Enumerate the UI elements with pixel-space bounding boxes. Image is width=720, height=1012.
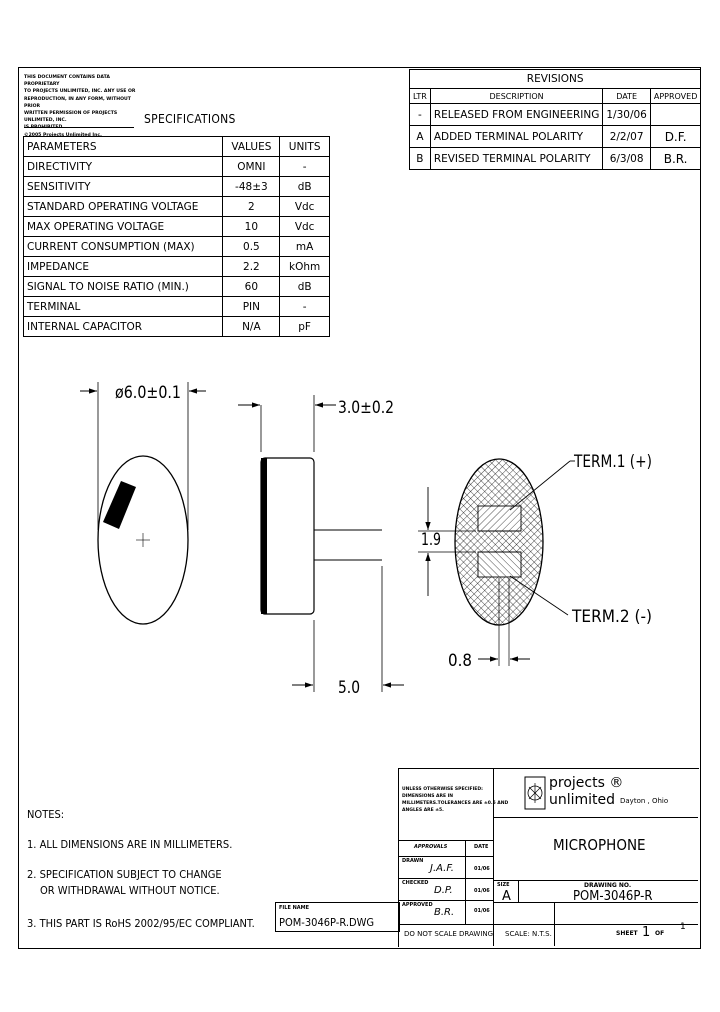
spec-value: 10 — [223, 217, 280, 237]
tolerance-note — [402, 786, 508, 814]
spec-value: 60 — [223, 277, 280, 297]
term1-label: TERM.1 (+) — [573, 452, 652, 472]
spec-parameter: SIGNAL TO NOISE RATIO (MIN.) — [24, 277, 223, 297]
notice-line: IS PROHIBITED. — [24, 125, 65, 131]
spec-parameter: CURRENT CONSUMPTION (MAX) — [24, 237, 223, 257]
spec-parameter: TERMINAL — [24, 297, 223, 317]
rev-approved: D.F. — [650, 126, 701, 148]
spec-header-parameters: PARAMETERS — [24, 137, 223, 157]
sheet-total: 1 — [680, 922, 686, 932]
rev-date: 1/30/06 — [603, 104, 650, 126]
drawn-date: 01/06 — [474, 866, 490, 872]
checked-label: CHECKED — [402, 880, 429, 886]
tolerance-line: MILLIMETERS.TOLERANCES ARE ±0.5 AND — [402, 801, 509, 806]
tolerance-line: DIMENSIONS ARE IN — [402, 794, 454, 799]
spec-value: 2.2 — [223, 257, 280, 277]
notice-line: TO PROJECTS UNLIMITED, INC. ANY USE OR — [24, 89, 136, 95]
rev-ltr: B — [410, 148, 431, 170]
checked-by: D.P. — [434, 885, 453, 896]
rev-date: 6/3/08 — [603, 148, 650, 170]
note-item: OR WITHDRAWAL WITHOUT NOTICE. — [40, 884, 220, 897]
of-label: OF — [655, 930, 665, 937]
term2-label: TERM.2 (-) — [571, 607, 652, 627]
file-name-box — [275, 902, 400, 932]
drawn-label: DRAWN — [402, 858, 424, 864]
notes-title: NOTES: — [27, 808, 65, 821]
approved-date: 01/06 — [474, 908, 490, 914]
rev-header-date: DATE — [603, 89, 650, 104]
spec-unit: Vdc — [280, 217, 330, 237]
rev-header-description: DESCRIPTION — [430, 89, 603, 104]
spec-header-values: VALUES — [223, 137, 280, 157]
spec-parameter: MAX OPERATING VOLTAGE — [24, 217, 223, 237]
file-name-value: POM-3046P-R.DWG — [279, 916, 375, 929]
company-name-2: unlimited — [549, 792, 616, 808]
title-block — [398, 768, 699, 947]
do-not-scale: DO NOT SCALE DRAWING — [404, 930, 494, 938]
file-name-label: FILE NAME — [279, 905, 310, 911]
notice-line: REPRODUCTION, IN ANY FORM, WITHOUT PRIOR — [24, 96, 131, 109]
spec-parameter: IMPEDANCE — [24, 257, 223, 277]
spec-parameter: INTERNAL CAPACITOR — [24, 317, 223, 337]
rev-description: ADDED TERMINAL POLARITY — [430, 126, 603, 148]
size-label: SIZE — [497, 882, 510, 888]
notice-line: ©2005 Projects Unlimited Inc. — [24, 132, 102, 138]
notice-line: WRITTEN PERMISSION OF PROJECTS UNLIMITED, INC. — [24, 111, 118, 124]
note-item: 2. SPECIFICATION SUBJECT TO CHANGE — [27, 868, 222, 881]
dim-pin-width: 0.8 — [448, 651, 472, 671]
note-item: 1. ALL DIMENSIONS ARE IN MILLIMETERS. — [27, 838, 233, 851]
drawing-number: POM-3046P-R — [573, 889, 653, 904]
spec-value: N/A — [223, 317, 280, 337]
company-location: Dayton , Ohio — [620, 797, 669, 805]
approved-by: B.R. — [434, 907, 455, 918]
rev-description: REVISED TERMINAL POLARITY — [430, 148, 603, 170]
spec-value: PIN — [223, 297, 280, 317]
drawing-no-label: DRAWING NO. — [584, 882, 632, 889]
spec-parameter: DIRECTIVITY — [24, 157, 223, 177]
spec-unit: - — [280, 157, 330, 177]
part-title: MICROPHONE — [553, 836, 646, 854]
spec-parameter: SENSITIVITY — [24, 177, 223, 197]
spec-unit: dB — [280, 277, 330, 297]
rev-date: 2/2/07 — [603, 126, 650, 148]
rev-header-ltr: LTR — [410, 89, 431, 104]
rev-ltr: A — [410, 126, 431, 148]
spec-unit: dB — [280, 177, 330, 197]
rev-description: RELEASED FROM ENGINEERING — [430, 104, 603, 126]
spec-title: SPECIFICATIONS — [144, 112, 236, 126]
spec-value: 2 — [223, 197, 280, 217]
scale-label: SCALE: N.T.S. — [505, 930, 552, 938]
spec-unit: mA — [280, 237, 330, 257]
dim-pin-length: 5.0 — [338, 678, 360, 698]
spec-unit: - — [280, 297, 330, 317]
dim-pin-spacing: 1.9 — [421, 530, 441, 550]
tolerance-line: ANGLES ARE ±5. — [402, 808, 444, 813]
notice-line: THIS DOCUMENT CONTAINS DATA PROPRIETARY — [24, 75, 110, 88]
rev-ltr: - — [410, 104, 431, 126]
company-logo-icon — [524, 776, 546, 810]
spec-parameter: STANDARD OPERATING VOLTAGE — [24, 197, 223, 217]
front-view — [80, 382, 206, 624]
spec-value: OMNI — [223, 157, 280, 177]
spec-unit: kOhm — [280, 257, 330, 277]
size-value: A — [502, 889, 511, 904]
dim-diameter: ø6.0±0.1 — [115, 383, 181, 403]
drawn-by: J.A.F. — [430, 863, 454, 874]
approved-label: APPROVED — [402, 902, 433, 908]
back-view — [418, 452, 652, 671]
spec-value: -48±3 — [223, 177, 280, 197]
spec-unit: Vdc — [280, 197, 330, 217]
date-label: DATE — [474, 844, 489, 850]
dim-height: 3.0±0.2 — [338, 398, 394, 418]
sheet-number: 1 — [642, 925, 651, 940]
tolerance-line: UNLESS OTHERWISE SPECIFIED: — [402, 787, 483, 792]
rev-approved: B.R. — [650, 148, 701, 170]
approvals-label: APPROVALS — [414, 844, 448, 850]
checked-date: 01/06 — [474, 888, 490, 894]
side-view — [238, 395, 404, 698]
sheet-label: SHEET — [616, 930, 638, 937]
spec-value: 0.5 — [223, 237, 280, 257]
company-name: projects ® — [549, 775, 624, 791]
rev-header-approved: APPROVED — [650, 89, 701, 104]
revisions-title: REVISIONS — [410, 70, 701, 89]
spec-header-units: UNITS — [280, 137, 330, 157]
spec-unit: pF — [280, 317, 330, 337]
note-item: 3. THIS PART IS RoHS 2002/95/EC COMPLIANT. — [27, 917, 255, 930]
